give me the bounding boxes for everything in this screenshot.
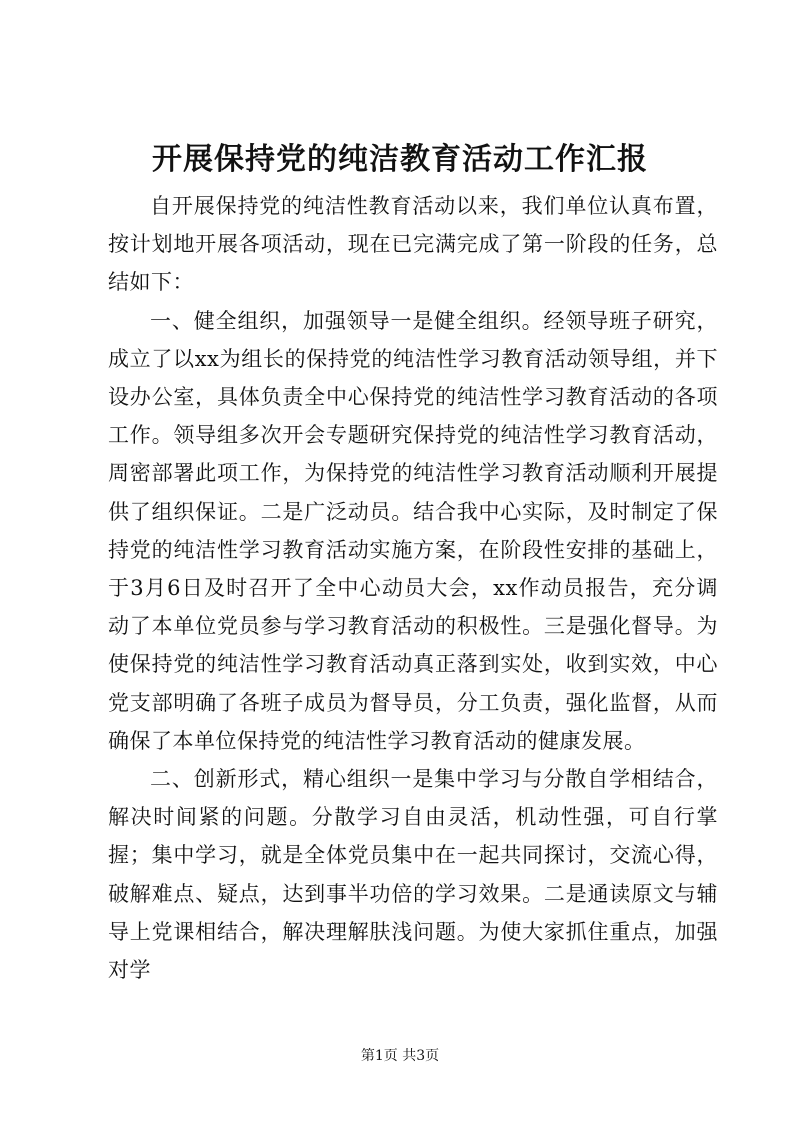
paragraph-section-1: 一、健全组织，加强领导一是健全组织。经领导班子研究，成立了以xx为组长的保持党的纯洁性学习教育活动领导组，并下设办公室，具体负责全中心保持党的纯洁性学习教育活动的各项工作。领导组多次开会专题研究保持党的纯洁性学习教育活动，周密部署此项工作，为保持党的纯洁性学习教育活动顺利开展提供了组织保证。二是广泛动员。结合我中心实际，及时制定了保持党的纯洁性学习教育活动实施方案，在阶段性安排的基础上，于3月6日及时召开了全中心动员大会，xx作动员报告，充分调动了本单位党员参与学习教育活动的积极性。三是强化督导。为使保持党的纯洁性学习教育活动真正落到实处，收到实效，中心党支部明确了各班子成员为督导员，分工负责，强化监督，从而确保了本单位保持党的纯洁性学习教育活动的健康发展。 bbox=[108, 308, 718, 753]
paragraph-section-2: 二、创新形式，精心组织一是集中学习与分散自学相结合，解决时间紧的问题。分散学习自由灵活，机动性强，可自行掌握；集中学习，就是全体党员集中在一起共同探讨，交流心得，破解难点、疑点，达到事半功倍的学习效果。二是通读原文与辅导上党课相结合，解决理解肤浅问题。为使大家抓住重点，加强对学 bbox=[108, 767, 718, 983]
document-title: 开展保持党的纯洁教育活动工作汇报 bbox=[152, 142, 648, 177]
page-number-footer: 第1页 共3页 bbox=[360, 1048, 440, 1064]
paragraph-intro: 自开展保持党的纯洁性教育活动以来，我们单位认真布置，按计划地开展各项活动，现在已完满完成了第一阶段的任务，总结如下： bbox=[108, 194, 718, 295]
document-body bbox=[108, 187, 718, 989]
